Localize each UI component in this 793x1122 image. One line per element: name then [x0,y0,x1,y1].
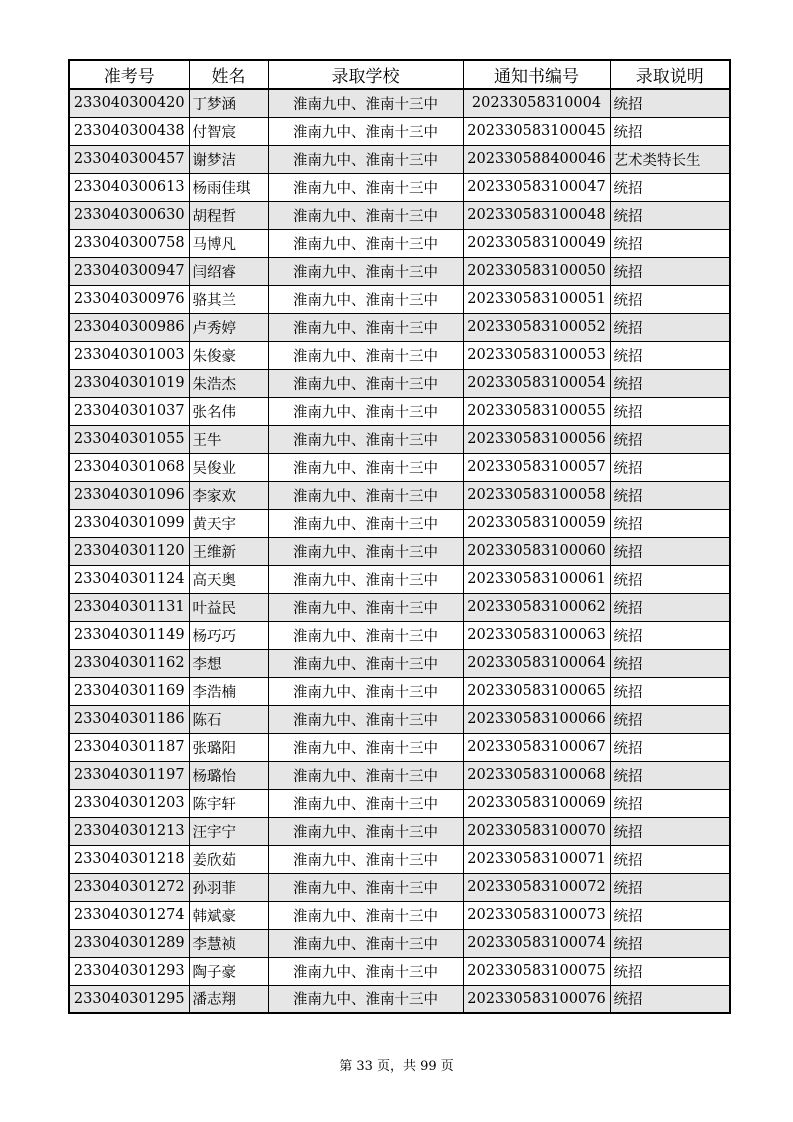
table-row [69,369,730,397]
cell-school: 淮南九中、淮南十三中 [268,425,463,453]
cell-school: 淮南九中、淮南十三中 [268,761,463,789]
cell-name: 杨巧巧 [189,621,268,649]
table-row [69,705,730,733]
cell-admission-note: 统招 [610,649,730,677]
table-row [69,873,730,901]
cell-admission-note: 统招 [610,817,730,845]
table-row [69,677,730,705]
cell-school: 淮南九中、淮南十三中 [268,957,463,985]
table-row [69,537,730,565]
cell-school: 淮南九中、淮南十三中 [268,733,463,761]
cell-school: 淮南九中、淮南十三中 [268,817,463,845]
cell-exam-id: 233040301218 [69,845,189,873]
cell-name: 李慧祯 [189,929,268,957]
table-body [69,89,730,1013]
table-row [69,509,730,537]
table-row [69,789,730,817]
cell-school: 淮南九中、淮南十三中 [268,537,463,565]
table-row [69,593,730,621]
cell-name: 姜欣茹 [189,845,268,873]
cell-admission-note: 统招 [610,509,730,537]
cell-name: 杨雨佳琪 [189,173,268,201]
cell-name: 高天奥 [189,565,268,593]
cell-admission-note: 统招 [610,117,730,145]
table-row [69,481,730,509]
table-row [69,649,730,677]
cell-admission-note: 统招 [610,173,730,201]
cell-school: 淮南九中、淮南十三中 [268,145,463,173]
cell-notice-number: 202330583100047 [463,173,610,201]
cell-school: 淮南九中、淮南十三中 [268,201,463,229]
table-row [69,957,730,985]
table-row [69,145,730,173]
cell-admission-note: 统招 [610,957,730,985]
cell-admission-note: 统招 [610,453,730,481]
cell-school: 淮南九中、淮南十三中 [268,453,463,481]
cell-admission-note: 统招 [610,733,730,761]
cell-exam-id: 233040301169 [69,677,189,705]
cell-admission-note: 统招 [610,313,730,341]
cell-name: 谢梦洁 [189,145,268,173]
cell-notice-number: 202330583100061 [463,565,610,593]
cell-exam-id: 233040301099 [69,509,189,537]
cell-school: 淮南九中、淮南十三中 [268,481,463,509]
cell-exam-id: 233040301289 [69,929,189,957]
cell-name: 李浩楠 [189,677,268,705]
cell-notice-number: 202330583100055 [463,397,610,425]
cell-school: 淮南九中、淮南十三中 [268,229,463,257]
table-row [69,929,730,957]
cell-notice-number: 202330583100053 [463,341,610,369]
cell-name: 张璐阳 [189,733,268,761]
cell-exam-id: 233040300947 [69,257,189,285]
cell-exam-id: 233040301187 [69,733,189,761]
table-row [69,733,730,761]
header-exam-id: 准考号 [69,60,189,89]
cell-name: 胡程哲 [189,201,268,229]
cell-name: 汪宇宁 [189,817,268,845]
cell-exam-id: 233040300438 [69,117,189,145]
cell-school: 淮南九中、淮南十三中 [268,677,463,705]
cell-school: 淮南九中、淮南十三中 [268,173,463,201]
cell-notice-number: 202330583100062 [463,593,610,621]
header-admission-note: 录取说明 [610,60,730,89]
table-row [69,89,730,117]
cell-name: 王牛 [189,425,268,453]
cell-notice-number: 202330588400046 [463,145,610,173]
table-row [69,341,730,369]
header-school: 录取学校 [268,60,463,89]
cell-exam-id: 233040301295 [69,985,189,1013]
cell-name: 骆其兰 [189,285,268,313]
cell-school: 淮南九中、淮南十三中 [268,257,463,285]
cell-school: 淮南九中、淮南十三中 [268,649,463,677]
cell-exam-id: 233040300986 [69,313,189,341]
cell-school: 淮南九中、淮南十三中 [268,873,463,901]
cell-school: 淮南九中、淮南十三中 [268,117,463,145]
cell-name: 叶益民 [189,593,268,621]
cell-notice-number: 202330583100051 [463,285,610,313]
cell-school: 淮南九中、淮南十三中 [268,89,463,117]
cell-admission-note: 统招 [610,229,730,257]
cell-notice-number: 202330583100066 [463,705,610,733]
cell-school: 淮南九中、淮南十三中 [268,509,463,537]
table-row [69,201,730,229]
cell-admission-note: 统招 [610,89,730,117]
cell-admission-note: 统招 [610,201,730,229]
table-row [69,257,730,285]
cell-name: 黄天宇 [189,509,268,537]
cell-notice-number: 202330583100060 [463,537,610,565]
cell-notice-number: 202330583100068 [463,761,610,789]
cell-notice-number: 202330583100054 [463,369,610,397]
cell-notice-number: 202330583100048 [463,201,610,229]
cell-admission-note: 统招 [610,537,730,565]
table-row [69,117,730,145]
cell-admission-note: 统招 [610,565,730,593]
cell-school: 淮南九中、淮南十三中 [268,369,463,397]
cell-name: 丁梦涵 [189,89,268,117]
cell-notice-number: 202330583100056 [463,425,610,453]
cell-school: 淮南九中、淮南十三中 [268,621,463,649]
cell-name: 吴俊业 [189,453,268,481]
cell-notice-number: 202330583100073 [463,901,610,929]
cell-school: 淮南九中、淮南十三中 [268,901,463,929]
cell-exam-id: 233040301203 [69,789,189,817]
cell-notice-number: 202330583100069 [463,789,610,817]
cell-admission-note: 统招 [610,705,730,733]
cell-name: 朱俊豪 [189,341,268,369]
cell-name: 陈石 [189,705,268,733]
table-row [69,817,730,845]
cell-exam-id: 233040301003 [69,341,189,369]
cell-exam-id: 233040301272 [69,873,189,901]
cell-exam-id: 233040301131 [69,593,189,621]
cell-admission-note: 统招 [610,369,730,397]
cell-school: 淮南九中、淮南十三中 [268,313,463,341]
table-row [69,565,730,593]
table-row [69,397,730,425]
cell-name: 付智宸 [189,117,268,145]
cell-admission-note: 统招 [610,789,730,817]
cell-name: 杨璐怡 [189,761,268,789]
table-row [69,313,730,341]
cell-school: 淮南九中、淮南十三中 [268,845,463,873]
cell-exam-id: 233040301055 [69,425,189,453]
cell-notice-number: 202330583100071 [463,845,610,873]
cell-name: 李想 [189,649,268,677]
cell-school: 淮南九中、淮南十三中 [268,285,463,313]
header-notice-number: 通知书编号 [463,60,610,89]
cell-exam-id: 233040301162 [69,649,189,677]
cell-exam-id: 233040301149 [69,621,189,649]
table-header [69,60,730,89]
table-row [69,285,730,313]
cell-notice-number: 202330583100058 [463,481,610,509]
table-row [69,229,730,257]
cell-notice-number: 202330583100064 [463,649,610,677]
cell-notice-number: 20233058310004​5 [463,117,610,145]
cell-name: 马博凡 [189,229,268,257]
header-row [69,60,730,89]
cell-admission-note: 统招 [610,593,730,621]
cell-notice-number: 202330583100067 [463,733,610,761]
cell-admission-note: 统招 [610,425,730,453]
cell-exam-id: 233040301274 [69,901,189,929]
cell-exam-id: 233040301068 [69,453,189,481]
cell-notice-number: 202330583100065 [463,677,610,705]
cell-name: 王维新 [189,537,268,565]
cell-notice-number: 202330583100049 [463,229,610,257]
cell-admission-note: 统招 [610,397,730,425]
cell-exam-id: 233040300457 [69,145,189,173]
cell-exam-id: 233040301124 [69,565,189,593]
cell-notice-number: 202330583100050 [463,257,610,285]
cell-notice-number: 202330583100076 [463,985,610,1013]
cell-exam-id: 233040301037 [69,397,189,425]
cell-admission-note: 统招 [610,985,730,1013]
table-row [69,425,730,453]
cell-exam-id: 233040301120 [69,537,189,565]
cell-notice-number: 202330583100072 [463,873,610,901]
cell-school: 淮南九中、淮南十三中 [268,565,463,593]
cell-notice-number: 202330583100057 [463,453,610,481]
cell-admission-note: 统招 [610,341,730,369]
cell-admission-note: 统招 [610,621,730,649]
cell-notice-number: 20233058310004 [463,89,610,117]
cell-school: 淮南九中、淮南十三中 [268,397,463,425]
cell-admission-note: 统招 [610,257,730,285]
cell-admission-note: 艺术类特长生 [610,145,730,173]
cell-name: 陶子豪 [189,957,268,985]
cell-name: 陈宇轩 [189,789,268,817]
cell-name: 闫绍睿 [189,257,268,285]
cell-name: 卢秀婷 [189,313,268,341]
cell-admission-note: 统招 [610,873,730,901]
cell-exam-id: 233040301293 [69,957,189,985]
cell-exam-id: 233040300758 [69,229,189,257]
cell-exam-id: 233040301186 [69,705,189,733]
cell-school: 淮南九中、淮南十三中 [268,929,463,957]
cell-exam-id: 233040300630 [69,201,189,229]
admission-table [68,59,731,1014]
cell-school: 淮南九中、淮南十三中 [268,593,463,621]
cell-admission-note: 统招 [610,845,730,873]
cell-exam-id: 233040300420 [69,89,189,117]
cell-name: 孙羽菲 [189,873,268,901]
table-row [69,901,730,929]
cell-admission-note: 统招 [610,761,730,789]
cell-exam-id: 233040301197 [69,761,189,789]
cell-exam-id: 233040300613 [69,173,189,201]
cell-exam-id: 233040301213 [69,817,189,845]
cell-exam-id: 233040301019 [69,369,189,397]
cell-notice-number: 202330583100052 [463,313,610,341]
cell-admission-note: 统招 [610,677,730,705]
cell-school: 淮南九中、淮南十三中 [268,985,463,1013]
cell-notice-number: 202330583100075 [463,957,610,985]
header-name: 姓名 [189,60,268,89]
cell-school: 淮南九中、淮南十三中 [268,789,463,817]
table-row [69,761,730,789]
cell-name: 韩斌豪 [189,901,268,929]
cell-name: 潘志翔 [189,985,268,1013]
cell-admission-note: 统招 [610,285,730,313]
table-row [69,453,730,481]
cell-exam-id: 233040300976 [69,285,189,313]
cell-notice-number: 202330583100074 [463,929,610,957]
cell-notice-number: 202330583100070 [463,817,610,845]
cell-school: 淮南九中、淮南十三中 [268,341,463,369]
cell-exam-id: 233040301096 [69,481,189,509]
page-footer: 第 33 页，共 99 页 [339,1059,454,1074]
cell-name: 朱浩杰 [189,369,268,397]
table-row [69,173,730,201]
cell-name: 张名伟 [189,397,268,425]
cell-admission-note: 统招 [610,481,730,509]
cell-admission-note: 统招 [610,929,730,957]
cell-notice-number: 202330583100059 [463,509,610,537]
cell-school: 淮南九中、淮南十三中 [268,705,463,733]
cell-admission-note: 统招 [610,901,730,929]
table-row [69,845,730,873]
cell-name: 李家欢 [189,481,268,509]
table-row [69,985,730,1013]
table-row [69,621,730,649]
cell-notice-number: 202330583100063 [463,621,610,649]
